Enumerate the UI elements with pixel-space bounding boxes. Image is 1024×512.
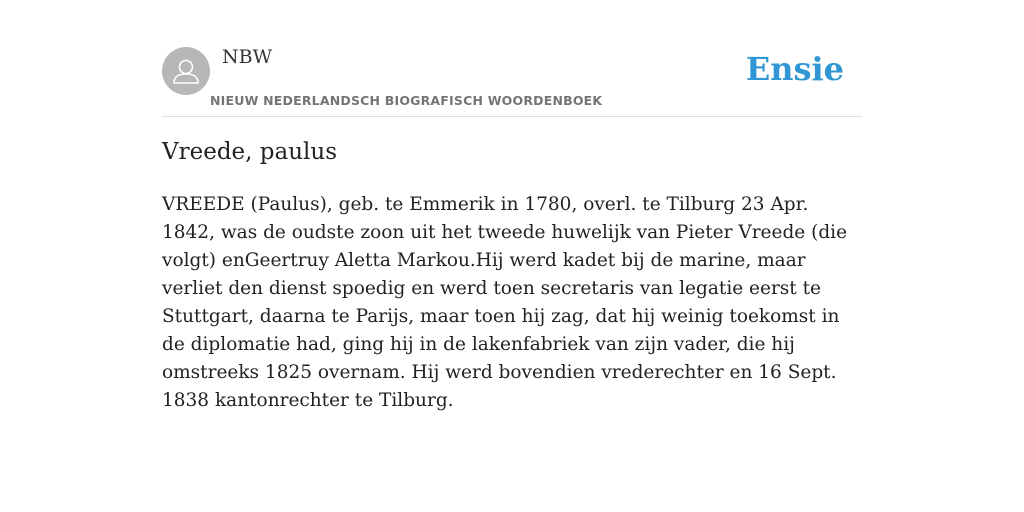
source-header — [162, 40, 862, 117]
source-subtitle: NIEUW NEDERLANDSCH BIOGRAFISCH WOORDENBOEK — [210, 93, 603, 108]
entry-body: VREEDE (Paulus), geb. te Emmerik in 1780, overl. te Tilburg 23 Apr. 1842, was de oudste zoon uit het tweede huwelijk van Pieter Vreede (die volgt) enGeertruy Aletta Markou.Hij werd kadet bij de marine, maar verliet den dienst spoedig en werd toen secretaris van legatie eerst te Stuttgart, daarna te Parijs, maar toen hij zag, dat hij weinig toekomst in de diplomatie had, ging hij in de lakenfabriek van zijn vader, die hij omstreeks 1825 overnam. Hij werd bovendien vrederechter en 16 Sept. 1838 kantonrechter te Tilburg. — [162, 194, 848, 411]
ensie-logo[interactable]: Ensie — [745, 50, 844, 88]
entry-title: Vreede, paulus — [162, 139, 338, 165]
user-avatar-icon[interactable] — [162, 47, 210, 95]
source-name[interactable]: NBW — [222, 46, 273, 68]
